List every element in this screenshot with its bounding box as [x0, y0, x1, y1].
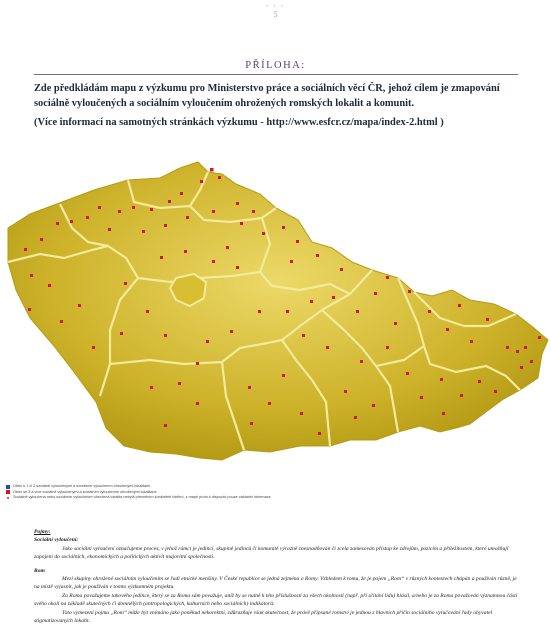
map-legend: [6, 484, 326, 501]
notes-rom-title: Rom: [34, 567, 45, 574]
page-number: [0, 4, 551, 19]
legend-label: Obec s 1 či 2 sociálně vyloučenými a sociálním vyloučením ohroženými lokalitami: [13, 484, 151, 488]
heading-rule: [34, 74, 518, 75]
notes-paragraph: Jako sociální vyloučení označujeme proces, v jehož rámci je jedinci, skupině jedinců či komunitě výrazně znesnadňován či zcela zamezován přístup ke zdrojům, pozicím a příležitostem, které umožňují zapojení do sociálních, ekonomických a politických aktivit majoritní společnosti.: [34, 545, 509, 561]
notes-paragraph: Mezi skupiny ohrožené sociálním vyloučením se řadí etnické menšiny. V České republice se jedná zejména o Romy. Vzhledem k tomu, že je pojem „Rom“ v různých kontextech chápán a používán různě, je na místě vyjasnit, jak je používán v tomto výzkumném projektu.: [34, 576, 517, 591]
legend-square-icon: [6, 485, 10, 489]
notes-subtitle: Sociální vyloučení:: [34, 537, 79, 544]
page-dots-ornament: • • •: [265, 4, 286, 10]
page-heading: PŘÍLOHA:: [245, 60, 306, 71]
legend-label: Obec se 3 a více sociálně vyloučenými a sociálním vyloučením ohroženými lokalitami: [13, 489, 157, 494]
czech-regions-map: [0, 150, 551, 480]
legend-item: [6, 495, 326, 501]
legend-dot-icon: [7, 497, 9, 499]
notes-title: Pojmy:: [34, 529, 51, 535]
notes-section: [34, 528, 522, 625]
legend-label: Sociálně vyloučená nebo sociálním vyloučením ohrožená lokalita nebyla přesněním konkrétně lokfirní, z mapě proto k dispozici pouze základní informace: [13, 495, 271, 500]
page-number-text: 5: [273, 10, 278, 19]
intro-paragraph: Zde předkládám mapu z výzkumu pro Ministerstvo práce a sociálních věcí ČR, jehož cílem je zmapování sociálně vyloučených a sociálním vyloučením ohrožených romských lokalit a komunit.: [34, 83, 500, 109]
more-info-paragraph: (Více informací na samotných stránkách výzkumu - http://www.esfcr.cz/mapa/index-2.html ): [34, 117, 444, 128]
notes-paragraph: Za Roma považujeme takového jedince, který se za Roma sám považuje, aniž by se nutně k této příslušnosti za všech okolností (např. při sčítání lidu) hlásil, a/nebo je za Roma považován významnou částí svého okolí na základě skutečných či domnělých (antropologických, kulturních nebo sociálních) indikátorů.: [34, 592, 518, 608]
legend-square-icon: [6, 490, 10, 494]
country-outline: [8, 162, 548, 460]
notes-paragraph: Toto vymezení pojmu „Rom“ může být vnímáno jako poněkud nekorektní, zdůrazňuje však skutečnost, že právě připsané romství je jednou z hlavních příčin sociálního vylučování řady obyvatel stigmatizovaných lokalit.: [34, 609, 493, 625]
